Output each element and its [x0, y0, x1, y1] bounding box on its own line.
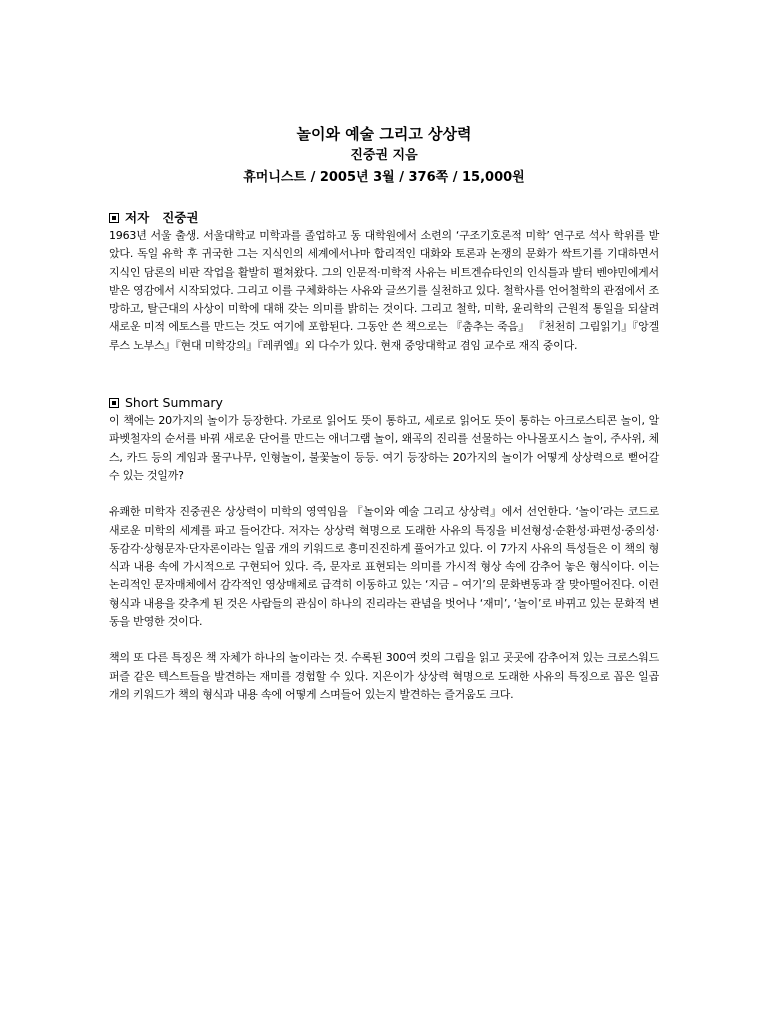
square-bullet-icon [109, 213, 119, 223]
book-header [109, 124, 659, 187]
author-section [109, 209, 659, 355]
author-section-heading-text: 저자 진중권 [125, 210, 199, 225]
author-bio-paragraph: 1963년 서울 출생. 서울대학교 미학과를 졸업하고 동 대학원에서 소련의 ‘구조기호론적 미학’ 연구로 석사 학위를 받았다. 독일 유학 후 귀국한 그는 지식인의 세계에서나마 합리적인 대화와 토론과 논쟁의 문화가 싹트기를 기대하면서 지식인 담론의 비판 작업을 활발히 펼쳐왔다. 그의 인문적·미학적 사유는 비트겐슈타인의 인식틀과 발터 벤야민에게서 받은 영감에서 시작되었다. 그리고 이를 구체화하는 사유와 글쓰기를 실천하고 있다. 철학사를 언어철학의 관점에서 조망하고, 탈근대의 사상이 미학에 대해 갖는 의미를 밝히는 것이다. 그리고 철학, 미학, 윤리학의 근원적 통일을 되살려 새로운 미적 에토스를 만드는 것도 여기에 포함된다. 그동안 쓴 책으로는 『춤추는 죽음』 『천천히 그림읽기』『앙겔루스 노부스』『현대 미학강의』『레퀴엠』외 다수가 있다. 현재 중앙대학교 겸임 교수로 재직 중이다. [109, 229, 659, 352]
book-author-line: 진중권 지음 [350, 148, 418, 163]
summary-section-heading [109, 394, 659, 412]
summary-paragraph-1: 이 책에는 20가지의 놀이가 등장한다. 가로로 읽어도 뜻이 통하고, 세로로 읽어도 뜻이 통하는 아크로스티콘 놀이, 알파벳철자의 순서를 바꿔 새로운 단어를 만드는 애너그램 놀이, 왜곡의 진리를 선물하는 아나몰포시스 놀이, 주사위, 체스, 카드 등의 게임과 물구나무, 인형놀이, 불꽃놀이 등등. 여기 등장하는 20가지의 놀이가 어떻게 상상력으로 뻗어갈 수 있는 것일까? [109, 414, 659, 482]
book-title: 놀이와 예술 그리고 상상력 [296, 125, 472, 143]
author-section-heading [109, 209, 659, 227]
summary-paragraph-3: 책의 또 다른 특징은 책 자체가 하나의 놀이라는 것. 수록된 300여 컷의 그림을 읽고 곳곳에 감추어져 있는 크로스워드 퍼즐 같은 텍스트들을 발견하는 재미를 경험할 수 있다. 지은이가 상상력 혁명으로 도래한 사유의 특징으로 꼽은 일곱 개의 키워드가 책의 형식과 내용 속에 어떻게 스며들어 있는지 발견하는 즐거움도 크다. [109, 651, 659, 701]
publication-info: 휴머니스트 / 2005년 3월 / 376쪽 / 15,000원 [243, 170, 525, 185]
square-bullet-icon [109, 398, 119, 408]
summary-section [109, 394, 659, 704]
summary-section-heading-text: Short Summary [125, 395, 223, 411]
summary-paragraph-2: 유쾌한 미학자 진중권은 상상력이 미학의 영역임을 『놀이와 예술 그리고 상상력』에서 선언한다. ‘놀이’라는 코드로 새로운 미학의 세계를 파고 들어간다. 저자는 상상력 혁명으로 도래한 사유의 특징을 비선형성·순환성·파편성·중의성·동감각·상형문자·단자론이라는 일곱 개의 키워드로 흥미진진하게 풀어가고 있다. 이 7가지 사유의 특성들은 이 책의 형식과 내용 속에 가시적으로 구현되어 있다. 즉, 문자로 표현되는 의미를 가시적 형상 속에 감추어 놓은 형식이다. 이는 논리적인 문자매체에서 감각적인 영상매체로 급격히 이동하고 있는 ‘지금 – 여기’의 문화변동과 잘 맞아떨어진다. 이런 형식과 내용을 갖추게 된 것은 사람들의 관심이 하나의 진리라는 관념을 벗어나 ‘재미’, ‘놀이’로 바뀌고 있는 문화적 변동을 반영한 것이다. [109, 505, 659, 629]
document-page [109, 124, 659, 704]
